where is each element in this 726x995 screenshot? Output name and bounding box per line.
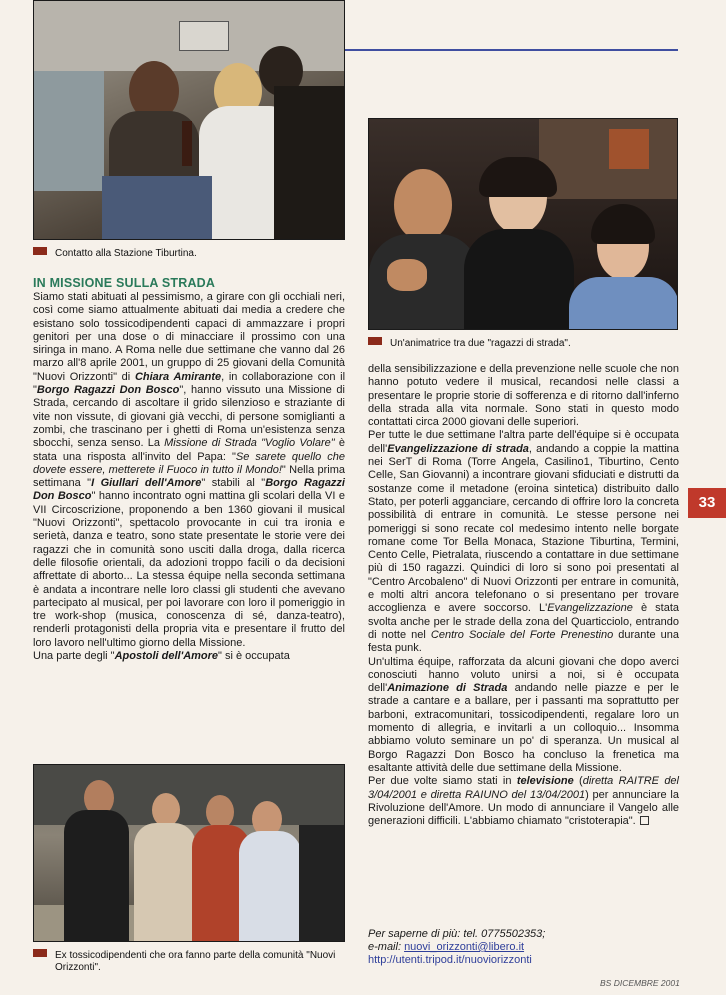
- caption-animator: Un'animatrice tra due "ragazzi di strada".: [368, 337, 678, 350]
- email-link[interactable]: nuovi_orizzonti@libero.it: [404, 941, 525, 953]
- caption-marker: [368, 337, 382, 345]
- caption-former-addicts: Ex tossicodipendenti che ora fanno parte della comunità "Nuovi Orizzonti".: [33, 949, 345, 974]
- photo-former-addicts-group: [33, 764, 345, 942]
- website-link[interactable]: http://utenti.tripod.it/nuoviorizzonti: [368, 954, 532, 966]
- contact-email-line: e-mail: nuovi_orizzonti@libero.it: [368, 941, 525, 953]
- page-number-tab: 33: [688, 488, 726, 518]
- paragraph: Un'ultima équipe, rafforzata da alcuni giovani che dopo averci conosciuti hanno voluto unirsi a noi, si è occupata dell'Animazione di Strada andando nelle piazze e per le strade a cantare e a ballare, per i passanti ma soprattutto per barboni, extracomunitari, tossicodipendenti, regalare loro un momento di allegria, e invitarli a un colloquio... Insomma abbiamo voluto seminare un po' di speranza. Un musical al Borgo Ragazzi Don Bosco ha concluso la frenetica ma esaltante attività delle due settimane della Missione.: [368, 655, 679, 774]
- caption-marker: [33, 247, 47, 255]
- photo-animator-with-youths: [368, 118, 678, 330]
- article-headline: IN MISSIONE SULLA STRADA: [33, 276, 216, 290]
- paragraph: Per due volte siamo stati in televisione (diretta RAITRE del 3/04/2001 e diretta RAIUNO del 13/04/2001) per annunciare la Rivoluzione dell'Amore. Un modo di annunciare il Vangelo alle generazioni difficili. L'abbiamo chiamato "cristoterapia".: [368, 775, 679, 828]
- end-of-article-box-icon: [640, 816, 649, 825]
- footer-issue: BS DICEMBRE 2001: [600, 978, 680, 988]
- header-rule: [345, 49, 678, 51]
- article-column-right: [368, 363, 679, 828]
- contact-phone: Per saperne di più: tel. 0775502353;: [368, 928, 546, 940]
- paragraph: della sensibilizzazione e della prevenzione nelle scuole che non hanno potuto vedere il musical, recandosi nelle classi a presentare le proprie storie di sofferenza e di ritorno dall'inferno della strada alla vita normale. Sono stati in questo modo contattati circa 2000 giovani delle superiori.: [368, 363, 679, 429]
- article-column-left: [33, 291, 345, 663]
- paragraph: Siamo stati abituati al pessimismo, a girare con gli occhiali neri, così come siamo attualmente abituati dai media a credere che esistano solo tossicodipendenti capaci di ammazzare i propri genitori per una dose o di minacciare il prossimo con una siringa in mano. A Roma nelle due settimane che vanno dal 26 marzo all'8 aprile 2001, un gruppo di 25 giovani della Comunità "Nuovi Orizzonti" di Chiara Amirante, in collaborazione con il "Borgo Ragazzi Don Bosco", hanno vissuto una Missione di Strada, cercando di ascoltare il grido silenzioso e straziante di vite non vissute, di giovani già vecchi, di persone somiglianti a zombi, che trascinano per i ghetti di Roma un'esistenza senza sbocchi, senza senso. La Missione di Strada "Voglio Volare" è stata una risposta all'invito del Papa: "Se sarete quello che dovete essere, metterete il Fuoco in tutto il Mondo!" Nella prima settimana "I Giullari dell'Amore" stabili al "Borgo Ragazzi Don Bosco" hanno incontrato ogni mattina gli scolari della VI e VII Circoscrizione, proponendo a ben 1360 giovani il musical "Nuovi Orizzonti", spettacolo provocante in cui tra ironia e serietà, danza e teatro, sono state presentate le storie vere dei ragazzi che in comunità sono usciti dalla droga, dalla ricerca delle filosofie orientali, da adozioni troppo facili o da decisioni affrettate di aborto... La stessa équipe nella seconda settimana è andata a incontrare nelle loro classi gli studenti che avevano partecipato al musical, per poi lavorare con loro il pomeriggio in tre work-shop (musica, conoscenza di sé, danza-teatro), renderli protagonisti della propria vita e presentare il frutto del loro lavoro nell'ultimo giorno della Missione.: [33, 291, 346, 649]
- paragraph: Per tutte le due settimane l'altra parte dell'équipe si è occupata dell'Evangelizzazione di strada, andando a coppie la mattina nei SerT di Roma (Torre Angela, Casilino1, Tiburtino, Cento Celle, San Giovanni) a incontrare giovani sfiduciati e distrutti da sostanze come il metadone (eroina sintetica) distribuito dallo Stato, per poterli agganciare, cercando di offrire loro la concreta possibilità di entrare in comunità. Le stesse persone nei pomeriggi si sono recate col medesimo intento nelle borgate romane come Tor Bella Monaca, Stazione Tiburtina, Termini, Cento Celle, Pietralata, riuscendo a contattare in due settimane più di 150 ragazzi. Quindici di loro si sono poi presentati al "Centro Arcobaleno" di Nuovi Orizzonti per entrare in comunità, e molti altri ancora telefonano o si presentano per trovare accoglienza e avere soccorso. L'Evangelizzazione è stata svolta anche per le strade della zona del Quarticciolo, entrando di notte nel Centro Sociale del Forte Prenestino durante una festa punk.: [368, 429, 680, 655]
- caption-tiburtina: Contatto alla Stazione Tiburtina.: [33, 247, 345, 260]
- contact-info: [368, 928, 679, 967]
- photo-tiburtina-station: [33, 0, 345, 240]
- paragraph: Una parte degli "Apostoli dell'Amore" si è occupata: [33, 650, 290, 663]
- caption-marker: [33, 949, 47, 957]
